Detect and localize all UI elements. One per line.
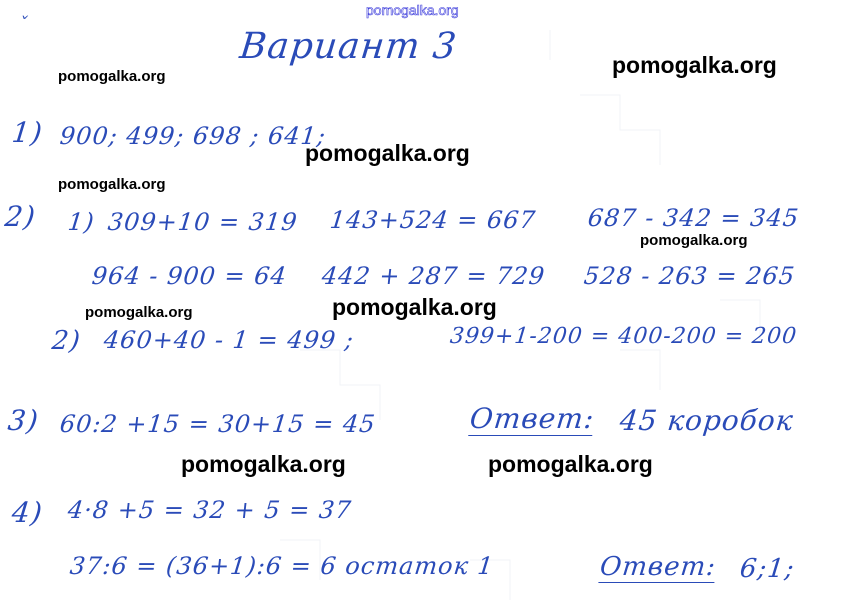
watermark: pomogalka.org	[640, 232, 748, 249]
task2-expr: 460+40 - 1 = 499 ;	[102, 326, 356, 354]
watermark: pomogalka.org	[85, 304, 193, 321]
task3-expr: 60:2 +15 = 30+15 = 45	[58, 410, 378, 438]
task2-expr: 964 - 900 = 64	[90, 262, 289, 290]
task4-expr: 4·8 +5 = 32 + 5 = 37	[66, 496, 354, 524]
watermark: pomogalka.org	[181, 451, 346, 477]
task3-number: 3)	[6, 404, 41, 437]
task4-number: 4)	[10, 496, 45, 529]
task2-sub1-number: 1)	[66, 208, 97, 236]
task3-answer-text: 45 коробок	[618, 404, 796, 437]
task2-expr: 442 + 287 = 729	[320, 262, 547, 290]
watermark: pomogalka.org	[58, 176, 166, 193]
task2-expr: 687 - 342 = 345	[586, 204, 801, 232]
task2-number: 2)	[3, 200, 38, 233]
tick-mark: ˇ	[16, 14, 30, 35]
task4-answer-label: Ответ:	[598, 552, 718, 582]
task2-expr: 399+1-200 = 400-200 = 200	[448, 324, 799, 349]
task2-expr: 528 - 263 = 265	[582, 262, 797, 290]
watermark: pomogalka.org	[58, 68, 166, 85]
watermark: pomogalka.org	[332, 294, 497, 320]
watermark: pomogalka.org	[305, 140, 470, 166]
watermark: pomogalka.org	[612, 52, 777, 78]
task2-sub2-number: 2)	[50, 326, 83, 356]
task2-expr: 309+10 = 319	[106, 208, 300, 236]
page-title: Вариант 3	[237, 26, 459, 67]
task3-answer-label: Ответ:	[468, 402, 597, 435]
watermark: pomogalka.org	[488, 451, 653, 477]
task1-answer: 900; 499; 698 ; 641;	[58, 122, 328, 150]
task4-answer-text: 6;1;	[738, 554, 797, 584]
task2-expr: 143+524 = 667	[328, 206, 538, 234]
task1-number: 1)	[10, 116, 45, 149]
top-watermark: pomogalka.org	[366, 2, 459, 18]
task4-expr: 37:6 = (36+1):6 = 6 остаток 1	[68, 552, 496, 580]
